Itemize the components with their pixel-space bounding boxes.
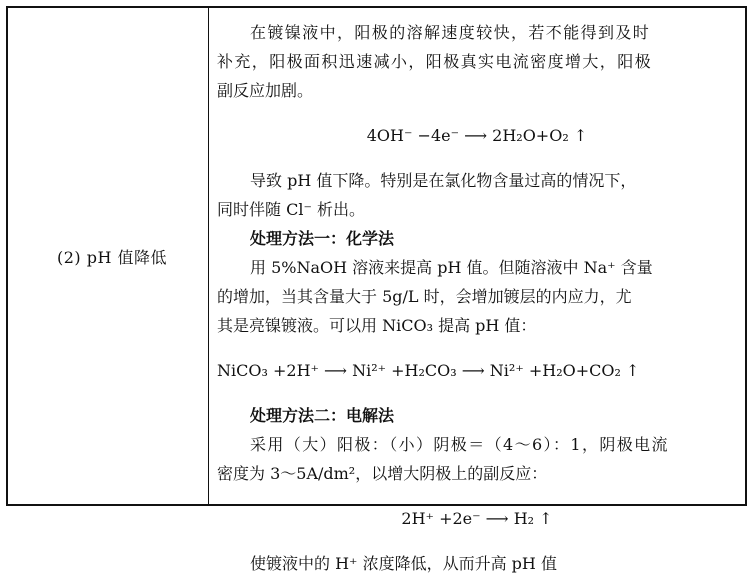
row-label-cell bbox=[8, 8, 209, 504]
text-line: 其是亮镍镀液。可以用 NiCO₃ 提高 pH 值： bbox=[217, 316, 537, 335]
description-cell bbox=[209, 8, 745, 573]
text-line: 同时伴随 Cl⁻ 析出。 bbox=[217, 200, 365, 219]
row-label: (2) pH 值降低 bbox=[56, 247, 168, 267]
text-line: 使镀液中的 H⁺ 浓度降低，从而升高 pH 值 bbox=[250, 554, 557, 573]
text-line: 补充，阳极面积迅速减小，阳极真实电流密度增大，阳极 bbox=[217, 52, 653, 71]
equation-hydrogen-evolution: 2H⁺ +2e⁻ ⟶ H₂ ↑ bbox=[401, 509, 553, 528]
text-line: 用 5%NaOH 溶液来提高 pH 值。但随溶液中 Na⁺ 含量 bbox=[250, 258, 653, 277]
text-line: 的增加，当其含量大于 5g/L 时，会增加镀层的内应力，尤 bbox=[217, 287, 632, 306]
content-table bbox=[6, 6, 747, 573]
text-line: 副反应加剧。 bbox=[217, 81, 314, 100]
equation-nickel-carbonate: NiCO₃ +2H⁺ ⟶ Ni²⁺ +H₂CO₃ ⟶ Ni²⁺ +H₂O+CO₂ ↑ bbox=[217, 361, 640, 380]
text-line: 采用（大）阳极：（小）阴极＝（4～6）：1，阴极电流 bbox=[250, 435, 669, 454]
equation-anode-reaction: 4OH⁻ −4e⁻ ⟶ 2H₂O+O₂ ↑ bbox=[366, 126, 588, 145]
text-line: 在镀镍液中，阳极的溶解速度较快，若不能得到及时 bbox=[250, 23, 651, 42]
method-two-heading: 处理方法二：电解法 bbox=[250, 406, 395, 425]
text-line: 导致 pH 值下降。特别是在氯化物含量过高的情况下， bbox=[250, 171, 637, 190]
method-one-heading: 处理方法一：化学法 bbox=[250, 229, 395, 248]
text-line: 密度为 3～5A/dm²，以增大阴极上的副反应： bbox=[217, 464, 548, 483]
